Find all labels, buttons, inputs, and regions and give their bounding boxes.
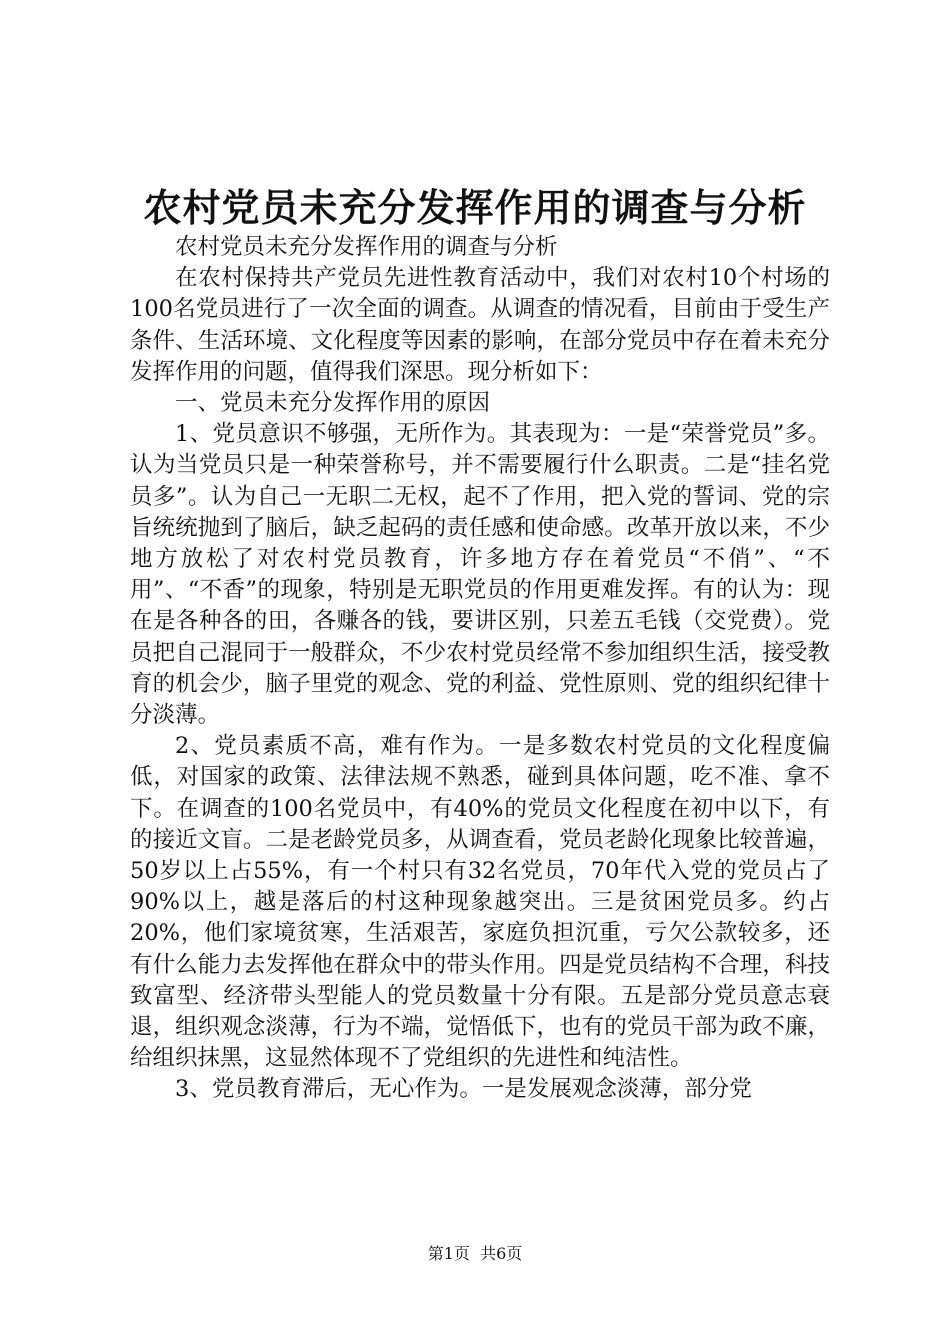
document-title: 农村党员未充分发挥作用的调查与分析: [143, 185, 807, 230]
paragraph-reason-2: 2、党员素质不高，难有作为。一是多数农村党员的文化程度偏低，对国家的政策、法律法规不熟悉，碰到具体问题，吃不准、拿不下。在调查的100名党员中，有40%的党员文化程度在初中以下，有的接近文盲。二是老龄党员多，从调查看，党员老龄化现象比较普遍，50岁以上占55%，有一个村只有32名党员，70年代入党的党员占了90%以上，越是落后的村这种现象越突出。三是贫困党员多。约占20%，他们家境贫寒，生活艰苦，家庭负担沉重，亏欠公款较多，还有什么能力去发挥他在群众中的带头作用。四是党员结构不合理，科技致富型、经济带头型能人的党员数量十分有限。五是部分党员意志衰退，组织观念淡薄，行为不端，觉悟低下，也有的党员干部为政不廉，给组织抹黑，这显然体现不了党组织的先进性和纯洁性。: [130, 733, 830, 1072]
paragraph-subtitle: 农村党员未充分发挥作用的调查与分析: [175, 234, 558, 260]
page-total: 共6页: [480, 1244, 523, 1263]
paragraph-intro: 在农村保持共产党员先进性教育活动中，我们对农村10个村场的100名党员进行了一次全面的调查。从调查的情况看，目前由于受生产条件、生活环境、文化程度等因素的影响，在部分党员中存在着未充分发挥作用的问题，值得我们深思。现分析如下：: [130, 265, 830, 385]
section-heading: 一、党员未充分发挥作用的原因: [175, 390, 491, 417]
page-number: 第1页: [427, 1244, 470, 1263]
paragraph-reason-1: 1、党员意识不够强，无所作为。其表现为：一是“荣誉党员”多。认为当党员只是一种荣誉称号，并不需要履行什么职责。二是“挂名党员多”。认为自己一无职二无权，起不了作用，把入党的誓词、党的宗旨统统抛到了脑后，缺乏起码的责任感和使命感。改革开放以来，不少地方放松了对农村党员教育，许多地方存在着党员“不俏”、“不用”、“不香”的现象，特别是无职党员的作用更难发挥。有的认为：现在是各种各的田，各赚各的钱，要讲区别，只差五毛钱（交党费）。党员把自己混同于一般群众，不少农村党员经常不参加组织生活，接受教育的机会少，脑子里党的观念、党的利益、党性原则、党的组织纪律十分淡薄。: [130, 421, 830, 729]
document-body: [130, 232, 830, 1106]
page-footer: [0, 1243, 950, 1265]
paragraph-reason-3: 3、党员教育滞后，无心作为。一是发展观念淡薄，部分党: [175, 1076, 752, 1103]
